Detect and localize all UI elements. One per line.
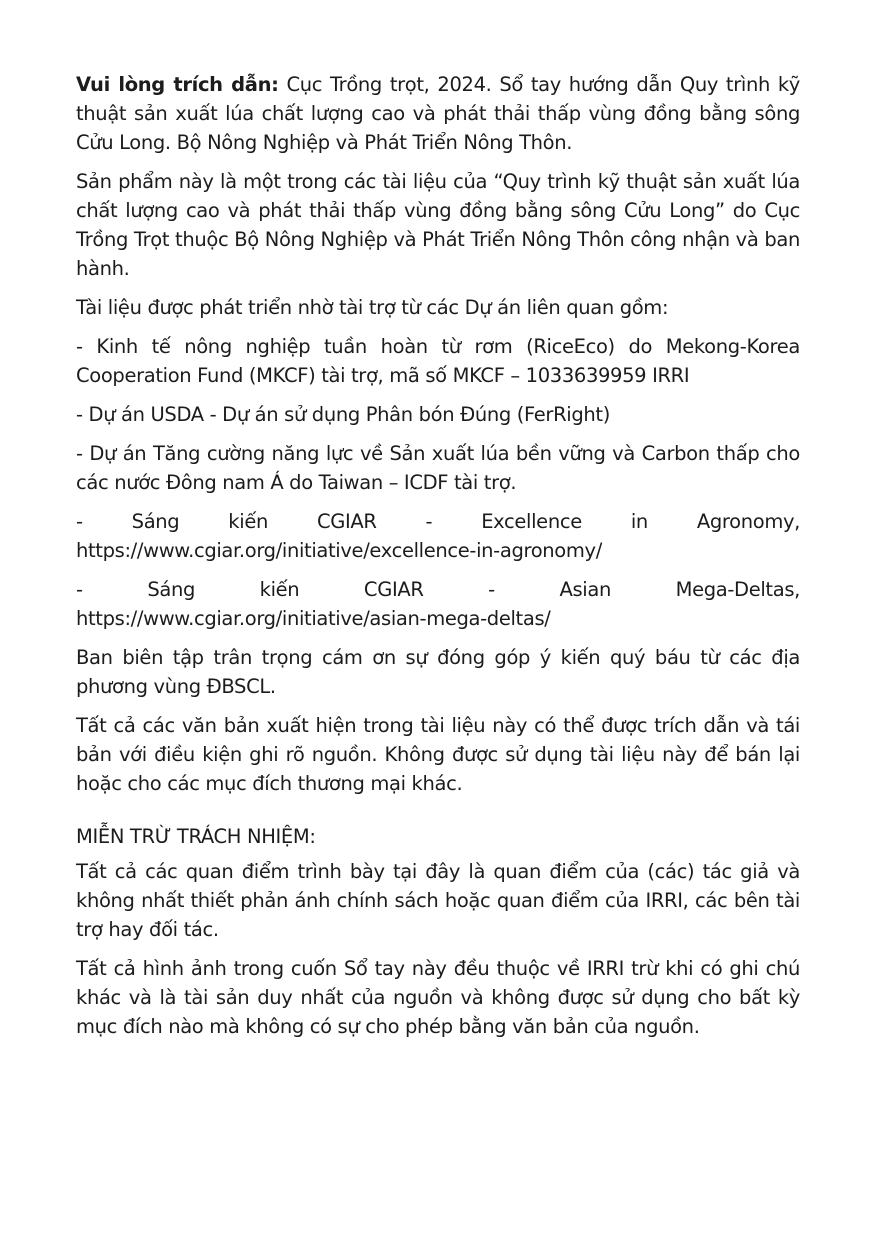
citation-paragraph [76,70,800,157]
document-page [76,70,800,1051]
project-item: - Sáng kiến CGIAR - Excellence in Agronomy, https://www.cgiar.org/initiative/excellence-in-agronomy/ [76,510,800,562]
funding-intro: Tài liệu được phát triển nhờ tài trợ từ các Dự án liên quan gồm: [76,296,669,319]
disclaimer-heading: MIỄN TRỪ TRÁCH NHIỆM: [76,825,316,848]
reproduction-notice: Tất cả các văn bản xuất hiện trong tài liệu này có thể được trích dẫn và tái bản với điều kiện ghi rõ nguồn. Không được sử dụng tài liệu này để bán lại hoặc cho các mục đích thương mại khác. [76,714,800,795]
project-item: - Dự án USDA - Dự án sử dụng Phân bón Đúng (FerRight) [76,403,610,426]
citation-label: Vui lòng trích dẫn: [76,73,279,96]
disclaimer-paragraph: Tất cả các quan điểm trình bày tại đây là quan điểm của (các) tác giả và không nhất thiết phản ánh chính sách hoặc quan điểm của IRRI, các bên tài trợ hay đối tác. [76,860,800,941]
project-item: - Sáng kiến CGIAR - Asian Mega-Deltas, https://www.cgiar.org/initiative/asian-mega-deltas/ [76,578,800,630]
acknowledgement: Ban biên tập trân trọng cám ơn sự đóng góp ý kiến quý báu từ các địa phương vùng ĐBSCL. [76,646,800,698]
project-item: - Dự án Tăng cường năng lực về Sản xuất lúa bền vững và Carbon thấp cho các nước Đông nam Á do Taiwan – ICDF tài trợ. [76,442,800,494]
citation-text: Cục Trồng trọt, 2024. Sổ tay hướng dẫn Quy trình kỹ thuật sản xuất lúa chất lượng cao và phát thải thấp vùng đồng bằng sông Cửu Long. Bộ Nông Nghiệp và Phát Triển Nông Thôn. [76,73,800,154]
project-item: - Kinh tế nông nghiệp tuần hoàn từ rơm (RiceEco) do Mekong-Korea Cooperation Fund (MKCF) tài trợ, mã số MKCF – 1033639959 IRRI [76,335,800,387]
disclaimer-paragraph: Tất cả hình ảnh trong cuốn Sổ tay này đều thuộc về IRRI trừ khi có ghi chú khác và là tài sản duy nhất của nguồn và không được sử dụng cho bất kỳ mục đích nào mà không có sự cho phép bằng văn bản của nguồn. [76,957,800,1038]
product-statement: Sản phẩm này là một trong các tài liệu của “Quy trình kỹ thuật sản xuất lúa chất lượng cao và phát thải thấp vùng đồng bằng sông Cửu Long” do Cục Trồng Trọt thuộc Bộ Nông Nghiệp và Phát Triển Nông Thôn công nhận và ban hành. [76,170,800,280]
